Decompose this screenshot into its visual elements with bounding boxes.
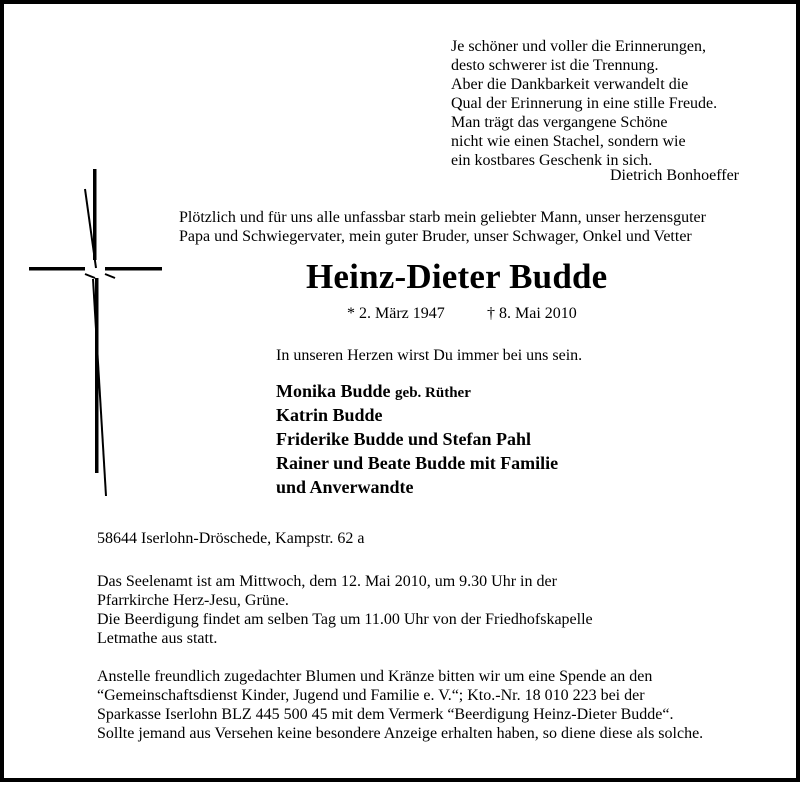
cross-left-arm <box>29 267 85 271</box>
cross-right-arm <box>105 267 162 271</box>
service-line: Letmathe aus statt. <box>97 630 218 647</box>
intro-line: Papa und Schwiegervater, mein guter Bruder, unser Schwager, Onkel und Vetter <box>179 228 692 245</box>
cross-lower-slant <box>93 279 106 496</box>
family-member <box>276 380 471 404</box>
deceased-name: Heinz-Dieter Budde <box>306 257 608 296</box>
quote-line: Qual der Erinnerung in eine stille Freude. <box>451 95 718 112</box>
birth-date: * 2. März 1947 <box>347 305 445 322</box>
family-member: Friderike Budde und Stefan Pahl <box>276 429 532 449</box>
intro-line: Plötzlich und für uns alle unfassbar starb mein geliebter Mann, unser herzensguter <box>179 209 706 226</box>
family-member-name: Monika Budde <box>276 381 391 401</box>
family-member: Katrin Budde <box>276 405 383 425</box>
memorial-line: In unseren Herzen wirst Du immer bei uns sein. <box>276 347 583 364</box>
quote-line: ein kostbares Geschenk in sich. <box>451 152 653 169</box>
donation-line: Sollte jemand aus Versehen keine besondere Anzeige erhalten haben, so diene diese als solche. <box>97 725 704 742</box>
donation-line: “Gemeinschaftsdienst Kinder, Jugend und Familie e. V.“; Kto.-Nr. 18 010 223 bei der <box>97 687 645 704</box>
quote-line: desto schwerer ist die Trennung. <box>451 57 659 74</box>
quote-line: Aber die Dankbarkeit verwandelt die <box>451 76 689 93</box>
family-member: Rainer und Beate Budde mit Familie <box>276 453 559 473</box>
donation-line: Anstelle freundlich zugedachter Blumen und Kränze bitten wir um eine Spende an den <box>97 668 653 685</box>
service-line: Pfarrkirche Herz-Jesu, Grüne. <box>97 592 289 609</box>
service-line: Die Beerdigung findet am selben Tag um 11.00 Uhr von der Friedhofskapelle <box>97 611 593 628</box>
donation-line: Sparkasse Iserlohn BLZ 445 500 45 mit dem Vermerk “Beerdigung Heinz-Dieter Budde“. <box>97 706 674 723</box>
cross-lower-left-slash <box>85 274 95 278</box>
death-date: † 8. Mai 2010 <box>487 305 577 322</box>
family-member: und Anverwandte <box>276 477 414 497</box>
quote-line: Man trägt das vergangene Schöne <box>451 114 668 131</box>
maiden-name-note: geb. Rüther <box>395 385 471 401</box>
cross-lower-right-slash <box>105 274 115 278</box>
quote-author: Dietrich Bonhoeffer <box>610 167 739 184</box>
quote-line: Je schöner und voller die Erinnerungen, <box>451 38 707 55</box>
service-line: Das Seelenamt ist am Mittwoch, dem 12. Mai 2010, um 9.30 Uhr in der <box>97 573 557 590</box>
address: 58644 Iserlohn-Dröschede, Kampstr. 62 a <box>97 530 365 547</box>
quote-line: nicht wie einen Stachel, sondern wie <box>451 133 686 150</box>
